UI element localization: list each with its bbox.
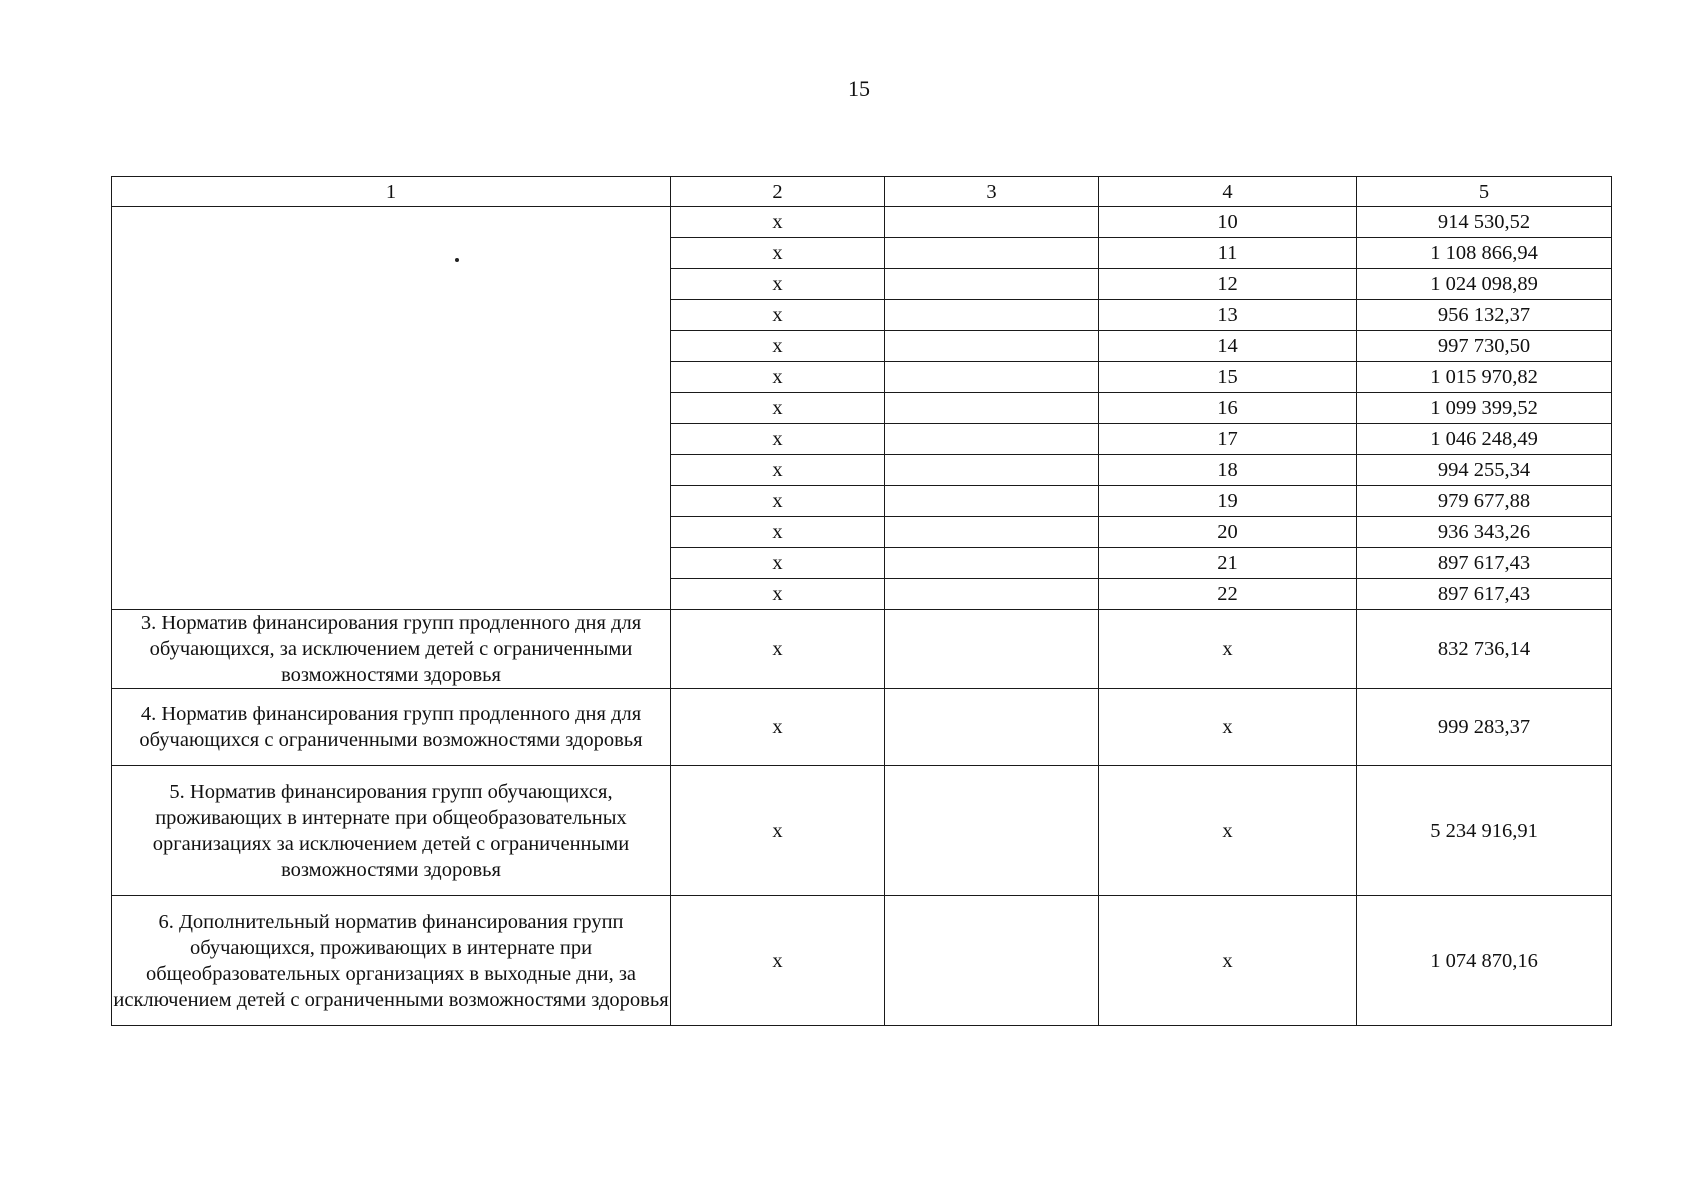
cell-col5: 1 074 870,16	[1357, 896, 1612, 1026]
cell-col5: 994 255,34	[1357, 455, 1612, 486]
cell-col2: х	[671, 486, 885, 517]
cell-col5: 914 530,52	[1357, 207, 1612, 238]
cell-col3	[885, 579, 1099, 610]
cell-col5: 999 283,37	[1357, 689, 1612, 766]
table-row	[112, 766, 1612, 896]
cell-col5: 1 015 970,82	[1357, 362, 1612, 393]
cell-col4: 15	[1099, 362, 1357, 393]
cell-col4: 19	[1099, 486, 1357, 517]
cell-col4: 12	[1099, 269, 1357, 300]
cell-col5: 5 234 916,91	[1357, 766, 1612, 896]
row-description: 3. Норматив финансирования групп продленного дня для обучающихся, за исключением детей с ограниченными возможностями здоровья	[112, 610, 671, 689]
cell-col5: 1 108 866,94	[1357, 238, 1612, 269]
cell-col4: 13	[1099, 300, 1357, 331]
table-row	[112, 610, 1612, 689]
cell-col4: 18	[1099, 455, 1357, 486]
cell-col5: 1 024 098,89	[1357, 269, 1612, 300]
row-description: 5. Норматив финансирования групп обучающихся, проживающих в интернате при общеобразовательных организациях за исключением детей с ограниченными возможностями здоровья	[112, 766, 671, 896]
merged-empty-cell	[112, 207, 671, 610]
cell-col4: 14	[1099, 331, 1357, 362]
cell-col3	[885, 548, 1099, 579]
row-description: 6. Дополнительный норматив финансирования групп обучающихся, проживающих в интернате при общеобразовательных организациях в выходные дни, за исключением детей с ограниченными возможностями здоровья	[112, 896, 671, 1026]
cell-col3	[885, 362, 1099, 393]
cell-col4: 16	[1099, 393, 1357, 424]
scan-speck	[455, 258, 459, 262]
cell-col5: 979 677,88	[1357, 486, 1612, 517]
cell-col4: 11	[1099, 238, 1357, 269]
cell-col5: 832 736,14	[1357, 610, 1612, 689]
cell-col5: 897 617,43	[1357, 548, 1612, 579]
cell-col2: х	[671, 300, 885, 331]
cell-col5: 1 099 399,52	[1357, 393, 1612, 424]
cell-col5: 956 132,37	[1357, 300, 1612, 331]
header-cell-1: 1	[112, 177, 671, 207]
cell-col4: 22	[1099, 579, 1357, 610]
header-row	[112, 177, 1612, 207]
cell-col5: 1 046 248,49	[1357, 424, 1612, 455]
page-number: 15	[848, 76, 870, 101]
cell-col3	[885, 486, 1099, 517]
cell-col4: 10	[1099, 207, 1357, 238]
cell-col3	[885, 393, 1099, 424]
cell-col3	[885, 424, 1099, 455]
cell-col5: 936 343,26	[1357, 517, 1612, 548]
cell-col2: х	[671, 610, 885, 689]
cell-col3	[885, 896, 1099, 1026]
cell-col4: 21	[1099, 548, 1357, 579]
cell-col2: х	[671, 238, 885, 269]
header-cell-2: 2	[671, 177, 885, 207]
table-row	[112, 207, 1612, 238]
cell-col4: 17	[1099, 424, 1357, 455]
cell-col3	[885, 517, 1099, 548]
cell-col2: х	[671, 455, 885, 486]
cell-col4: х	[1099, 766, 1357, 896]
table-row	[112, 896, 1612, 1026]
cell-col2: х	[671, 331, 885, 362]
header-cell-3: 3	[885, 177, 1099, 207]
cell-col2: х	[671, 766, 885, 896]
cell-col3	[885, 689, 1099, 766]
cell-col3	[885, 331, 1099, 362]
cell-col2: х	[671, 269, 885, 300]
cell-col3	[885, 238, 1099, 269]
cell-col2: х	[671, 896, 885, 1026]
cell-col2: х	[671, 517, 885, 548]
header-cell-5: 5	[1357, 177, 1612, 207]
cell-col4: х	[1099, 689, 1357, 766]
cell-col2: х	[671, 424, 885, 455]
cell-col2: х	[671, 393, 885, 424]
cell-col2: х	[671, 362, 885, 393]
cell-col5: 997 730,50	[1357, 331, 1612, 362]
cell-col4: 20	[1099, 517, 1357, 548]
header-cell-4: 4	[1099, 177, 1357, 207]
cell-col3	[885, 207, 1099, 238]
cell-col4: х	[1099, 610, 1357, 689]
cell-col5: 897 617,43	[1357, 579, 1612, 610]
cell-col2: х	[671, 548, 885, 579]
cell-col3	[885, 269, 1099, 300]
row-description: 4. Норматив финансирования групп продленного дня для обучающихся с ограниченными возможностями здоровья	[112, 689, 671, 766]
cell-col2: х	[671, 579, 885, 610]
cell-col3	[885, 766, 1099, 896]
cell-col2: х	[671, 207, 885, 238]
financing-table	[111, 176, 1612, 1026]
table-row	[112, 689, 1612, 766]
cell-col3	[885, 455, 1099, 486]
cell-col3	[885, 300, 1099, 331]
cell-col4: х	[1099, 896, 1357, 1026]
cell-col2: х	[671, 689, 885, 766]
cell-col3	[885, 610, 1099, 689]
